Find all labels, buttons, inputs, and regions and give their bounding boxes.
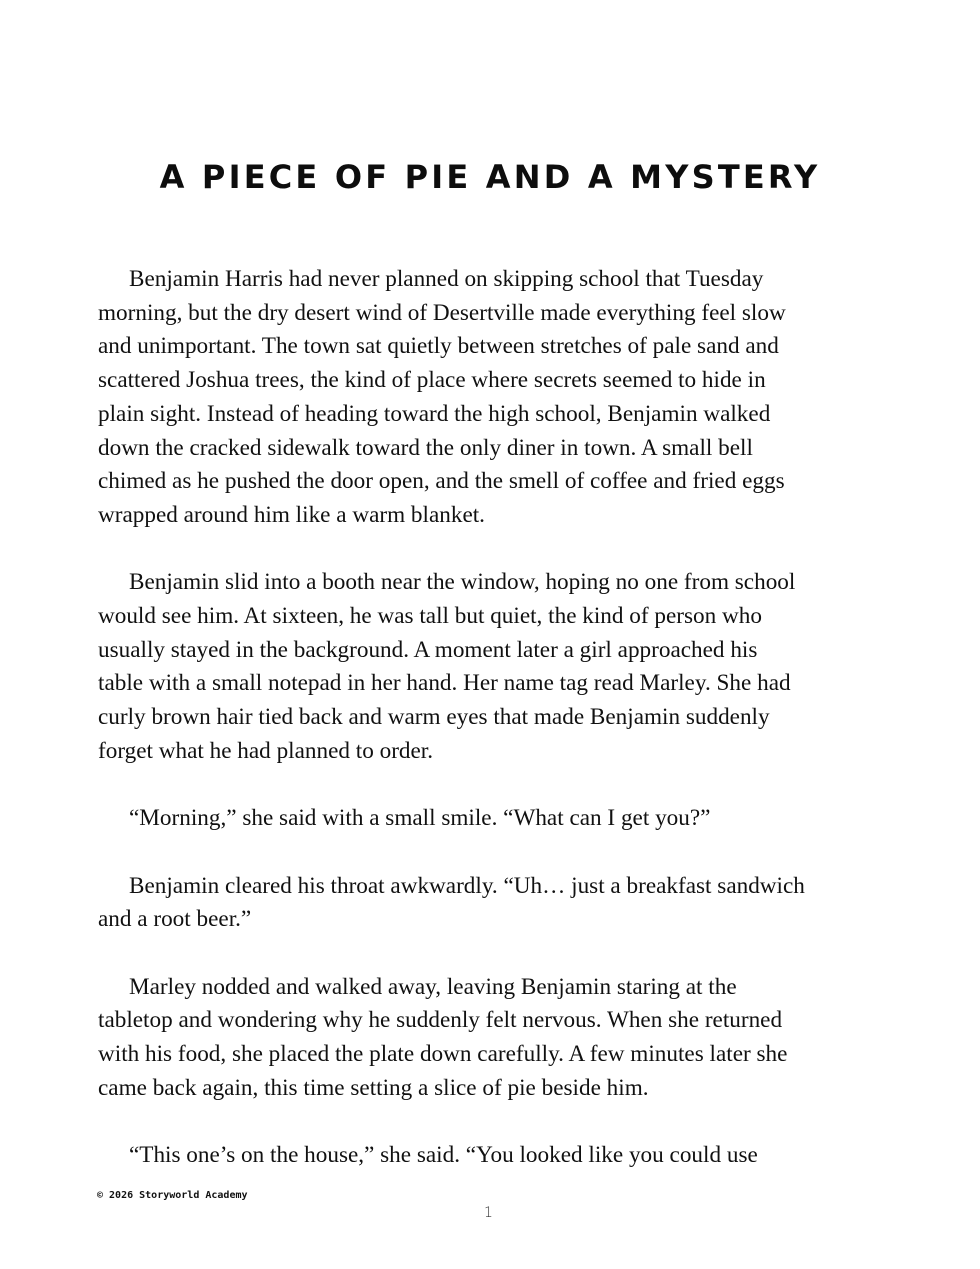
copyright-footer: © 2026 Storyworld Academy xyxy=(97,1190,248,1201)
text-line: Benjamin Harris had never planned on skipping school that Tuesday xyxy=(129,266,764,292)
paragraph xyxy=(98,870,898,937)
text-line: with his food, she placed the plate down carefully. A few minutes later she xyxy=(98,1041,788,1068)
text-line: and unimportant. The town sat quietly between stretches of pale sand and xyxy=(98,333,779,360)
paragraph xyxy=(98,802,898,836)
text-line: table with a small notepad in her hand. Her name tag read Marley. She had xyxy=(98,670,791,697)
text-line: and a root beer.” xyxy=(98,906,252,933)
text-line: scattered Joshua trees, the kind of place where secrets seemed to hide in xyxy=(98,367,766,394)
text-line: Marley nodded and walked away, leaving Benjamin staring at the xyxy=(129,973,737,1000)
text-line: down the cracked sidewalk toward the only diner in town. A small bell xyxy=(98,434,753,461)
text-line: would see him. At sixteen, he was tall but quiet, the kind of person who xyxy=(98,603,762,630)
paragraph xyxy=(98,1139,898,1173)
text-line: morning, but the dry desert wind of Desertville made everything feel slow xyxy=(98,299,786,326)
text-line: “This one’s on the house,” she said. “You looked like you could use xyxy=(129,1142,758,1169)
text-line: Benjamin cleared his throat awkwardly. “Uh… just a breakfast sandwich xyxy=(129,872,805,899)
text-line: came back again, this time setting a slice of pie beside him. xyxy=(98,1074,649,1101)
text-line: Benjamin slid into a booth near the window, hoping no one from school xyxy=(129,569,796,596)
text-line: chimed as he pushed the door open, and the smell of coffee and fried eggs xyxy=(98,468,785,495)
text-line: usually stayed in the background. A moment later a girl approached his xyxy=(98,636,758,663)
text-line: curly brown hair tied back and warm eyes that made Benjamin suddenly xyxy=(98,704,770,731)
text-line: forget what he had planned to order. xyxy=(98,737,434,764)
page-title: A PIECE OF PIE AND A MYSTERY xyxy=(159,158,821,196)
text-line: plain sight. Instead of heading toward the high school, Benjamin walked xyxy=(98,400,771,427)
paragraph xyxy=(98,263,898,533)
story-body xyxy=(98,263,898,1207)
text-line: “Morning,” she said with a small smile. “What can I get you?” xyxy=(129,805,711,832)
text-line: wrapped around him like a warm blanket. xyxy=(98,501,485,528)
paragraph xyxy=(98,971,898,1106)
page-number: 1 xyxy=(484,1205,493,1221)
text-line: tabletop and wondering why he suddenly felt nervous. When she returned xyxy=(98,1007,783,1034)
paragraph xyxy=(98,566,898,768)
